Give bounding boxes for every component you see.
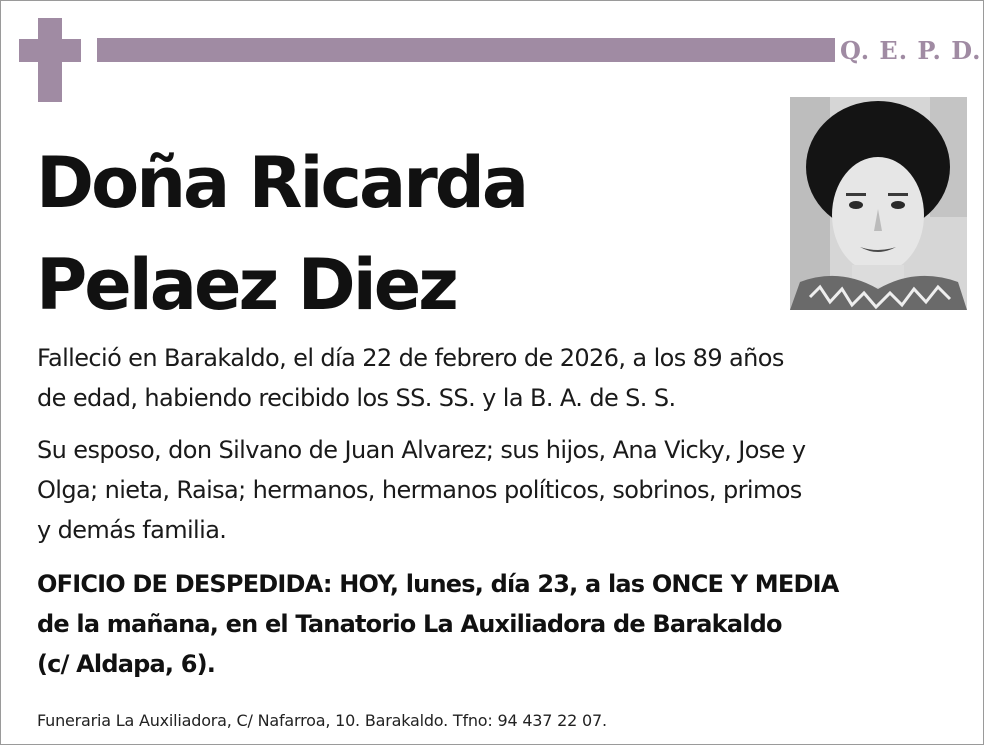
paragraph-line: y demás familia. bbox=[37, 516, 227, 544]
service-paragraph bbox=[37, 564, 957, 684]
paragraph-line: de la mañana, en el Tanatorio La Auxiliadora de Barakaldo bbox=[37, 610, 782, 638]
name-line-2: Pelaez Diez bbox=[36, 244, 456, 326]
death-notice-paragraph bbox=[37, 338, 957, 418]
portrait-image bbox=[790, 97, 967, 310]
qepd-label: Q. E. P. D. bbox=[840, 36, 982, 65]
portrait-photo bbox=[790, 97, 967, 310]
name-line-1: Doña Ricarda bbox=[36, 142, 527, 224]
cross-icon-horizontal bbox=[19, 39, 81, 62]
family-paragraph bbox=[37, 430, 957, 550]
paragraph-line: Falleció en Barakaldo, el día 22 de febrero de 2026, a los 89 años bbox=[37, 344, 784, 372]
header-bar bbox=[97, 38, 835, 62]
paragraph-line: Su esposo, don Silvano de Juan Alvarez; sus hijos, Ana Vicky, Jose y bbox=[37, 436, 806, 464]
paragraph-line: Olga; nieta, Raisa; hermanos, hermanos políticos, sobrinos, primos bbox=[37, 476, 802, 504]
paragraph-line: OFICIO DE DESPEDIDA: HOY, lunes, día 23, a las ONCE Y MEDIA bbox=[37, 570, 839, 598]
funeral-home-footer: Funeraria La Auxiliadora, C/ Nafarroa, 10. Barakaldo. Tfno: 94 437 22 07. bbox=[37, 711, 607, 730]
paragraph-line: (c/ Aldapa, 6). bbox=[37, 650, 216, 678]
paragraph-line: de edad, habiendo recibido los SS. SS. y la B. A. de S. S. bbox=[37, 384, 676, 412]
deceased-name bbox=[36, 132, 776, 336]
